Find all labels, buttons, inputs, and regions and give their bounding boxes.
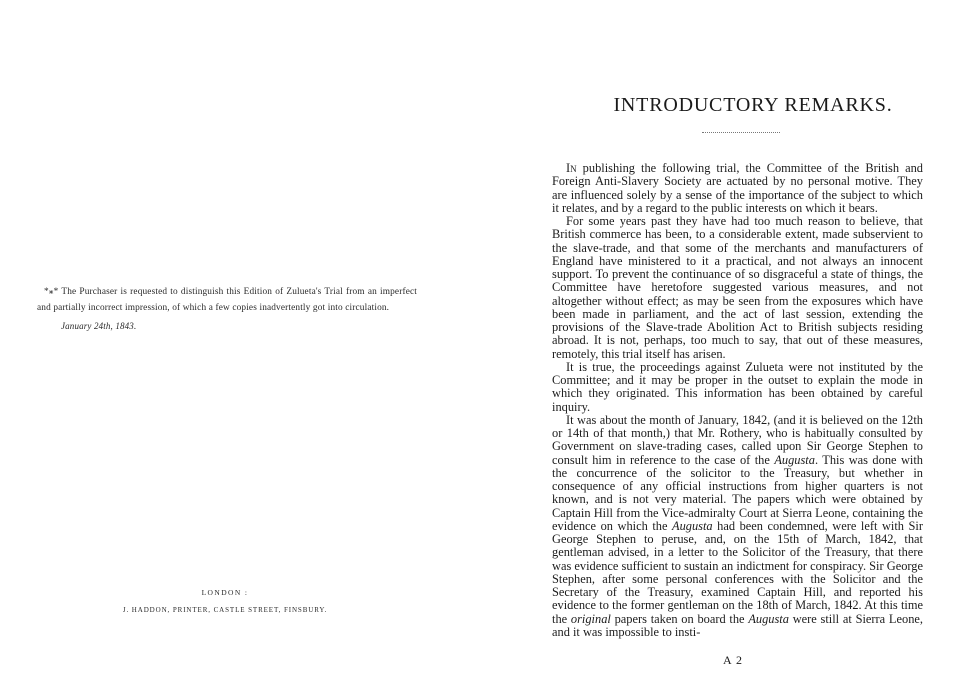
notice-body: The Purchaser is requested to distinguish this Edition of Zulueta's Trial from an imperfect and partially incorrect impression, of which a few copies inadvertently got into circulation. <box>37 287 417 313</box>
paragraph-3: It is true, the proceedings against Zulueta were not instituted by the Committee; and it may be proper in the outset to explain the mode in which they originated. This information has been obtained by careful inquiry. <box>552 359 923 414</box>
paragraph-1 <box>552 162 923 215</box>
page-heading: INTRODUCTORY REMARKS. <box>613 94 893 116</box>
heading-rule <box>702 132 780 133</box>
notice-mark: *⁎* <box>44 287 59 297</box>
ship-name: Augusta <box>672 518 713 533</box>
paragraph-1-text: publishing the following trial, the Committee of the British and Foreign Anti-Slavery Society are actuated by no personal motive. They are influenced solely by a sense of the importance of the subject to which it relates, and by a regard to the public interests on which it bears. <box>552 161 923 215</box>
notice-date: January 24th, 1843. <box>61 321 137 331</box>
paragraph-2: For some years past they have had too much reason to believe, that British commerce has been, to a considerable extent, made subservient to the slave-trade, and that some of the merchants and manufacturers of England have ministered to it a practical, and not always an innocent support. To prevent the continuance of so disgraceful a state of things, the Committee have heretofore suggested various measures, and not altogether without effect; as may be seen from the exposures which have been made in parliament, and the act of last session, extending the provisions of the Slave-trade Abolition Act to British subjects residing abroad. It is not, perhaps, too much to say, that out of these measures, remotely, this trial itself has arisen. <box>552 214 923 361</box>
notice-text <box>37 284 417 316</box>
p4-part-c: had been condemned, were left with Sir George Stephen to peruse, and, on the 15th of March, 1842, that gentleman advised, in a letter to the Solicitor of the Treasury, that there was evidence sufficient to sustain an indictment for conspiracy. Sir George Stephen, after some personal conferences with the Solicitor and the Secretary of the Treasury, examined Captain Hill, and reported his evidence to the former gentleman on the 18th of March, 1842. At this time the <box>552 518 923 626</box>
printer-imprint <box>60 588 390 614</box>
signature-mark: A 2 <box>723 653 744 667</box>
p4-part-d: papers taken on board the <box>610 611 749 626</box>
p4-part-a: It was about the month of January, 1842, (and it is believed on the 12th or 14th of that month,) that Mr. Rothery, who is habitually consulted by Government on slave-trading cases, called upon Sir George Stephen to consult him in reference to the case of the <box>552 412 923 467</box>
ship-name: Augusta <box>774 452 815 467</box>
body-text <box>552 162 923 639</box>
opening-word: In <box>566 161 577 175</box>
imprint-city: LONDON : <box>201 588 249 597</box>
p4-part-b: . This was done with the concurrence of the solicitor to the Treasury, but whether in consequence of any official instructions from higher quarters is not known, and is not very material. The papers which were obtained by Captain Hill from the Vice-admiralty Court at Sierra Leone, containing the evidence on which the <box>552 452 923 533</box>
imprint-printer: J. HADDON, PRINTER, CASTLE STREET, FINSBURY. <box>122 606 328 614</box>
ship-name: Augusta <box>748 611 789 626</box>
purchaser-notice <box>37 284 417 334</box>
p4-part-e: were still at Sierra Leone, and it was impossible to insti- <box>552 611 923 639</box>
emphasis-original: original <box>570 611 611 626</box>
paragraph-4 <box>552 414 923 639</box>
right-page <box>490 0 980 696</box>
